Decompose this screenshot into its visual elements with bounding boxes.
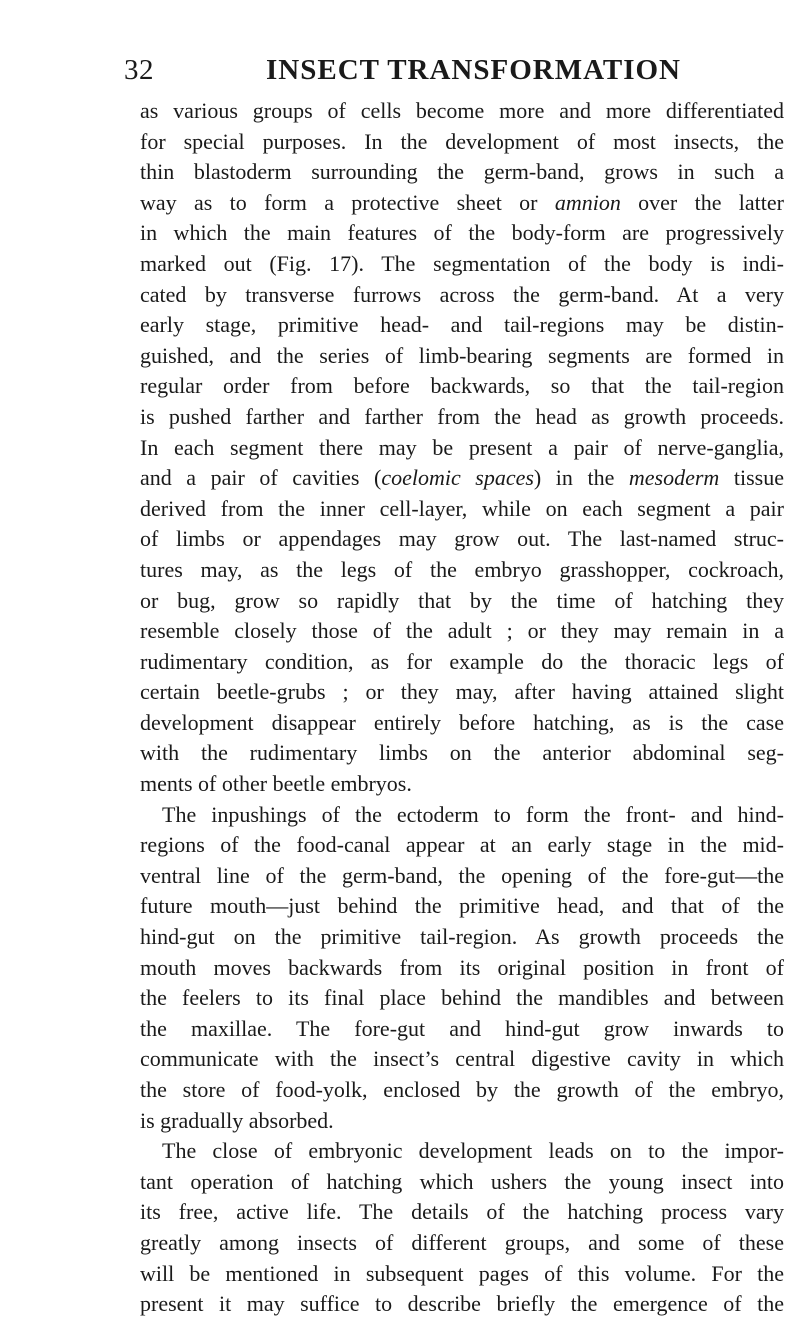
text-line: is pushed farther and farther from the head as growth proceeds.	[140, 403, 784, 429]
text-line: present it may suffice to describe briefly the emergence of the	[140, 1291, 784, 1317]
text-line: in which the main features of the body-form are progressively	[140, 220, 784, 246]
italic-term-amnion: amnion	[554, 189, 621, 215]
text-line: The inpushings of the ectoderm to form the front- and hind-	[162, 801, 784, 827]
text-line: early stage, primitive head- and tail-regions may be distin-	[140, 312, 784, 338]
text-line: greatly among insects of different groups, and some of these	[140, 1229, 784, 1255]
text-line: regions of the food-canal appear at an early stage in the mid-	[140, 832, 784, 858]
body-text	[140, 96, 784, 1320]
text-line: tures may, as the legs of the embryo grasshopper, cockroach,	[140, 556, 784, 582]
italic-term-mesoderm: mesoderm	[628, 465, 720, 491]
text-line: for special purposes. In the development of most insects, the	[140, 128, 784, 154]
text-line: guished, and the series of limb-bearing segments are formed in	[140, 342, 784, 368]
text-line: way as to form a protective sheet or amnion over the latter	[140, 189, 784, 215]
text-line: The close of embryonic development leads on to the impor-	[162, 1138, 784, 1164]
text-line: marked out (Fig. 17). The segmentation of the body is indi-	[140, 250, 784, 276]
text-line: regular order from before backwards, so that the tail-region	[140, 373, 784, 399]
running-title: INSECT TRANSFORMATION	[266, 54, 681, 86]
text-line: with the rudimentary limbs on the anterior abdominal seg-	[140, 740, 784, 766]
text-line: rudimentary condition, as for example do the thoracic legs of	[140, 648, 784, 674]
text-line: or bug, grow so rapidly that by the time of hatching they	[140, 587, 784, 613]
text-line: thin blastoderm surrounding the germ-band, grows in such a	[140, 159, 784, 185]
text-line: is gradually absorbed.	[140, 1107, 334, 1133]
text-line: its free, active life. The details of the hatching process vary	[140, 1199, 784, 1225]
text-line: mouth moves backwards from its original position in front of	[140, 954, 784, 980]
page-header	[124, 50, 784, 96]
text-line: will be mentioned in subsequent pages of this volume. For the	[140, 1260, 784, 1286]
text-line: communicate with the insect’s central digestive cavity in which	[140, 1046, 784, 1072]
text-line: development disappear entirely before hatching, as is the case	[140, 709, 784, 735]
text-line: future mouth—just behind the primitive head, and that of the	[140, 893, 784, 919]
text-line: In each segment there may be present a pair of nerve-ganglia,	[140, 434, 784, 460]
text-line: hind-gut on the primitive tail-region. As growth proceeds the	[140, 924, 784, 950]
text-line: ventral line of the germ-band, the opening of the fore-gut—the	[140, 862, 784, 888]
text-line: ments of other beetle embryos.	[140, 771, 412, 797]
text-line: as various groups of cells become more and more differentiated	[140, 98, 784, 123]
text-line: tant operation of hatching which ushers the young insect into	[140, 1168, 784, 1194]
text-line: and a pair of cavities (coelomic spaces) in the mesoderm tissue	[140, 465, 784, 491]
page-number: 32	[124, 54, 154, 86]
text-line: derived from the inner cell-layer, while on each segment a pair	[140, 495, 784, 521]
text-line: of limbs or appendages may grow out. The last-named struc-	[140, 526, 784, 552]
text-line: certain beetle-grubs ; or they may, after having attained slight	[140, 679, 784, 705]
text-line: the maxillae. The fore-gut and hind-gut grow inwards to	[140, 1015, 784, 1041]
text-line: the feelers to its final place behind the mandibles and between	[140, 985, 784, 1011]
text-line: cated by transverse furrows across the germ-band. At a very	[140, 281, 784, 307]
text-line: resemble closely those of the adult ; or they may remain in a	[140, 618, 784, 644]
text-line: the store of food-yolk, enclosed by the growth of the embryo,	[140, 1077, 784, 1102]
italic-term-coelomic-spaces: coelomic spaces	[381, 465, 534, 491]
